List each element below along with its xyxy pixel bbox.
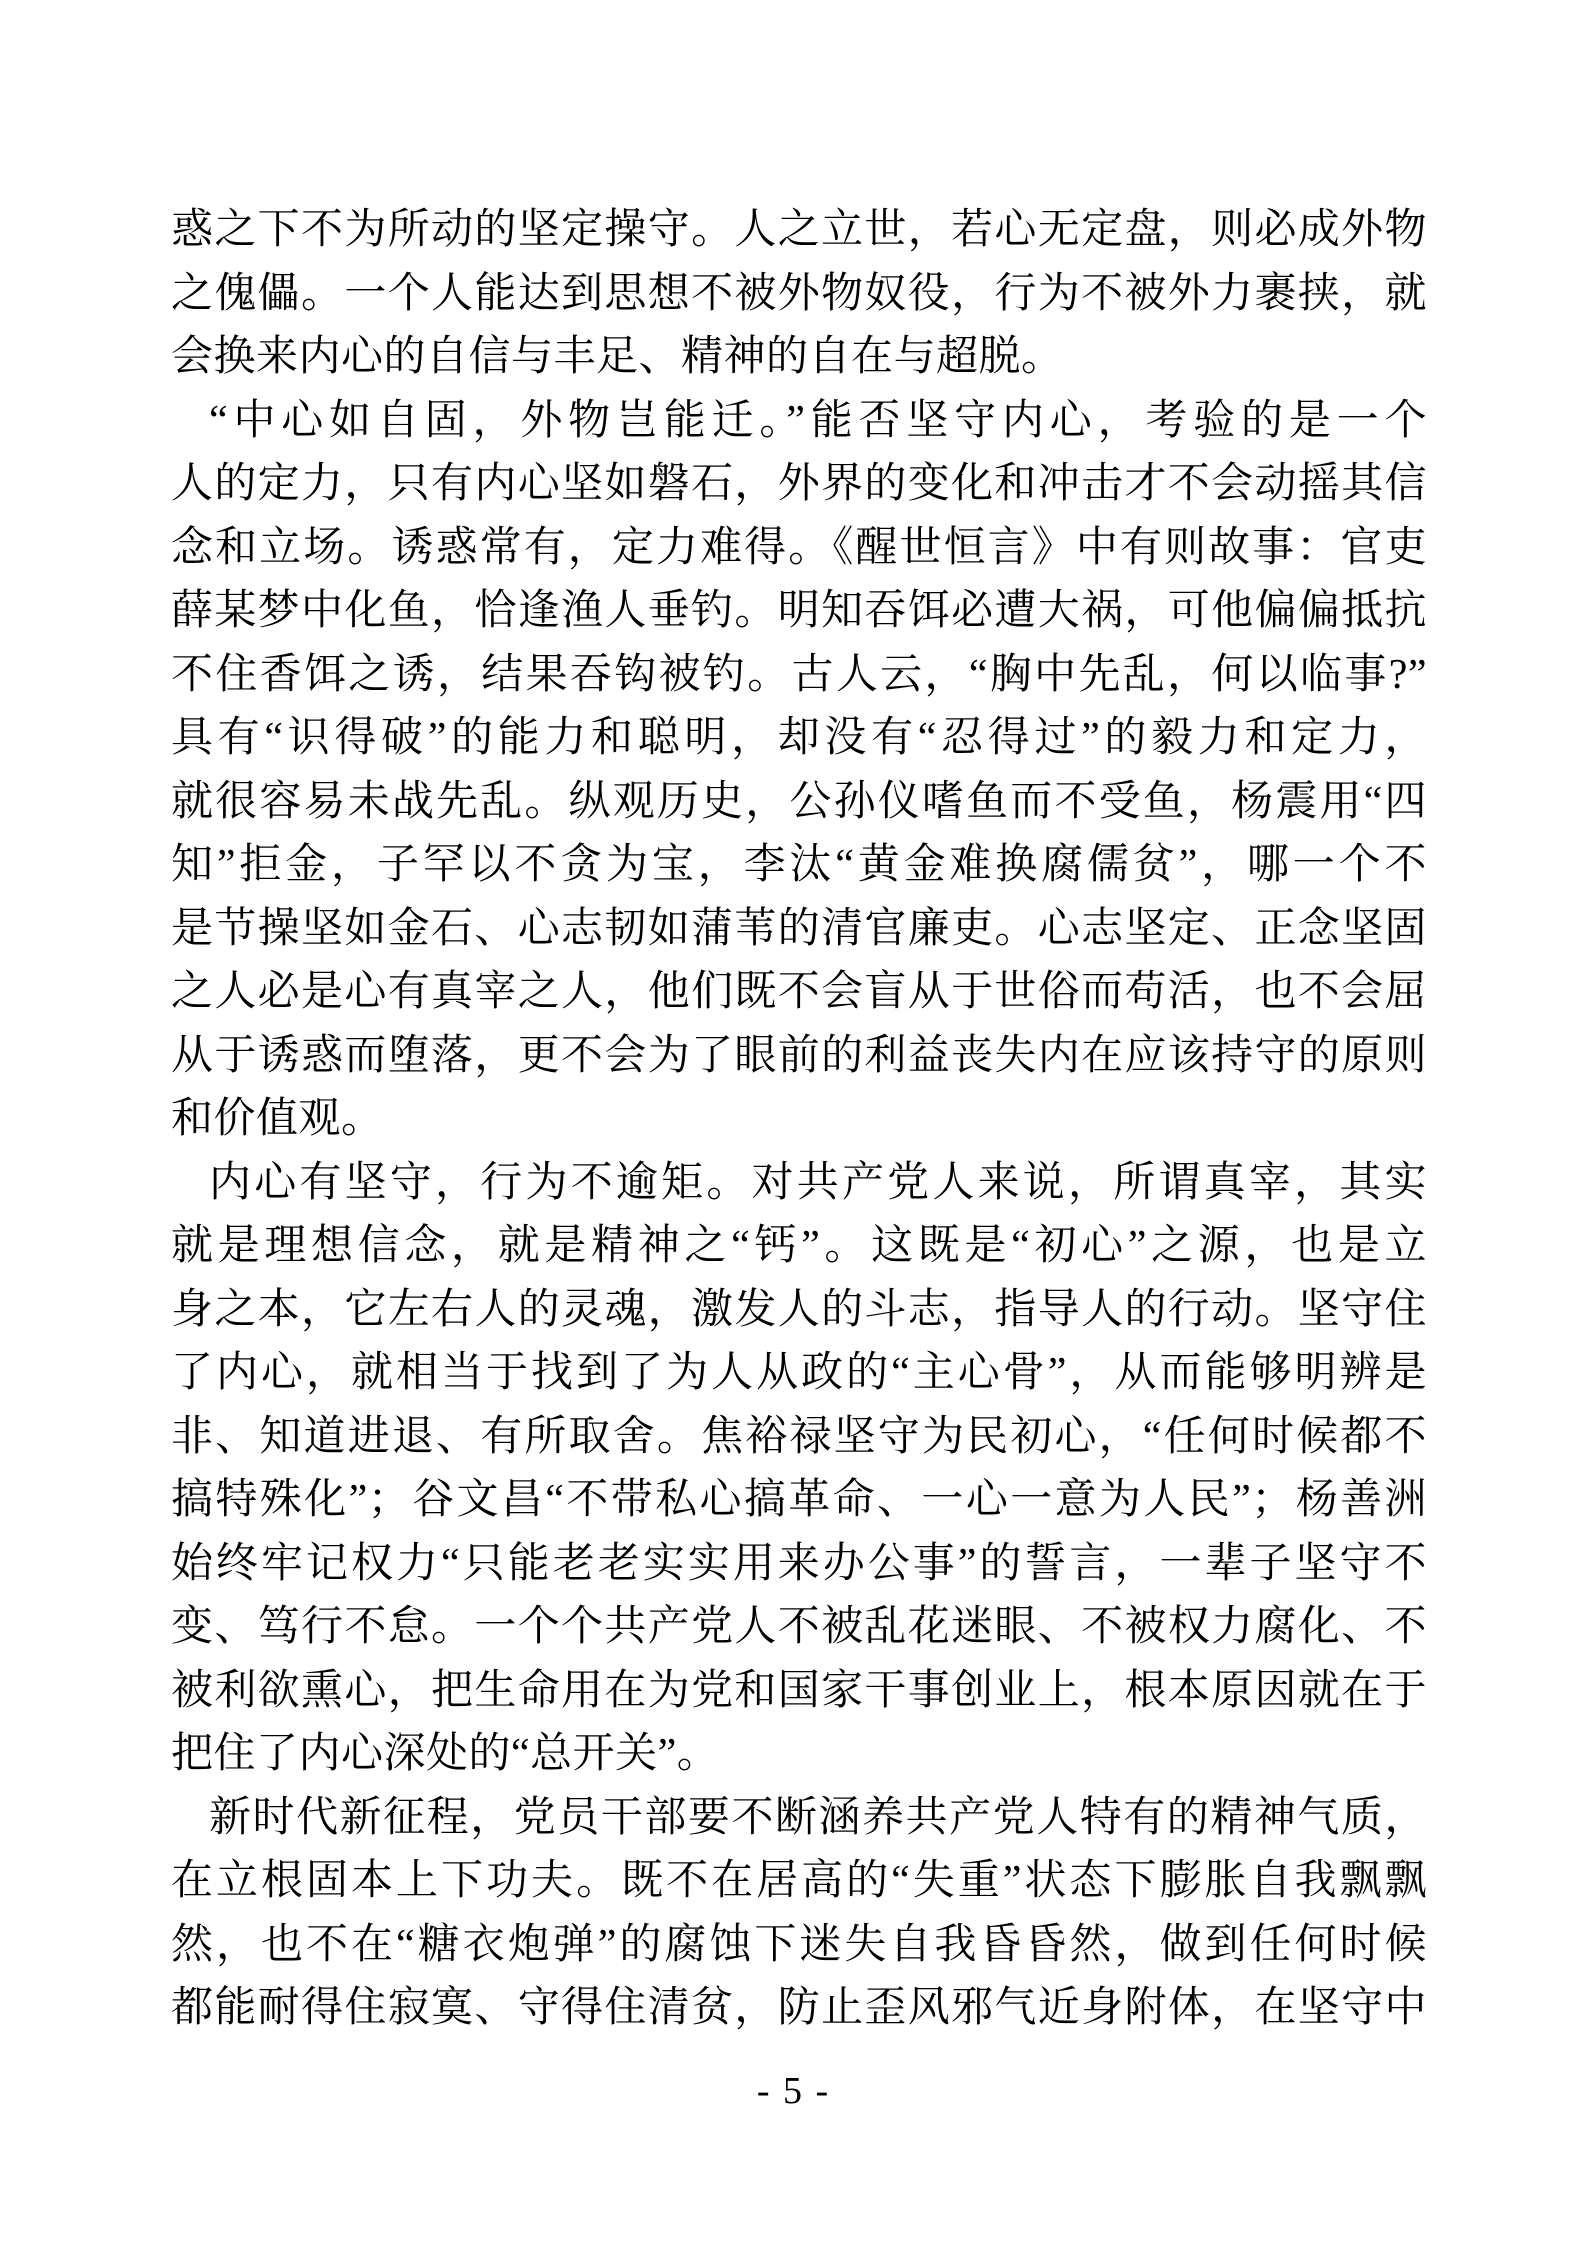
text-line: 都能耐得住寂寞、守得住清贫，防止歪风邪气近身附体，在坚守中 [171, 1985, 1427, 2031]
text-line: 从于诱惑而堕落，更不会为了眼前的利益丧失内在应该持守的原则 [171, 1032, 1427, 1079]
text-line: 就很容易未战先乱。纵观历史，公孙仪嗜鱼而不受鱼，杨震用“四 [171, 778, 1427, 825]
text-line: 内心有坚守，行为不逾矩。对共产党人来说，所谓真宰，其实 [209, 1159, 1427, 1206]
text-line: 会换来内心的自信与丰足、精神的自在与超脱。 [171, 334, 1064, 380]
text-line: 人的定力，只有内心坚如磐石，外界的变化和冲击才不会动摇其信 [171, 461, 1427, 507]
text-line: 被利欲熏心，把生命用在为党和国家干事创业上，根本原因就在于 [171, 1667, 1427, 1714]
page-number: - 5 - [756, 2070, 831, 2112]
text-line: 搞特殊化”；谷文昌“不带私心搞革命、一心一意为人民”；杨善洲 [171, 1477, 1427, 1523]
text-line: 具有“识得破”的能力和聪明，却没有“忍得过”的毅力和定力， [171, 715, 1427, 761]
text-block [171, 199, 1427, 2041]
text-line: 是节操坚如金石、心志韧如蒲苇的清官廉吏。心志坚定、正念坚固 [171, 905, 1427, 952]
text-line: 就是理想信念，就是精神之“钙”。这既是“初心”之源，也是立 [171, 1223, 1427, 1269]
text-line: 知”拒金，子罕以不贪为宝，李汰“黄金难换腐儒贫”，哪一个不 [171, 842, 1427, 888]
text-line: 非、知道进退、有所取舍。焦裕禄坚守为民初心，“任何时候都不 [171, 1413, 1427, 1460]
text-line: 之人必是心有真宰之人，他们既不会盲从于世俗而苟活，也不会屈 [171, 969, 1427, 1015]
text-line: 新时代新征程，党员干部要不断涵养共产党人特有的精神气质， [209, 1794, 1427, 1841]
text-line: 之傀儡。一个人能达到思想不被外物奴役，行为不被外力裹挟，就 [171, 270, 1427, 317]
text-line: 把住了内心深处的“总开关”。 [171, 1731, 720, 1777]
text-line: 薛某梦中化鱼，恰逢渔人垂钓。明知吞饵必遭大祸，可他偏偏抵抗 [171, 588, 1427, 634]
text-line: 不住香饵之诱，结果吞钩被钓。古人云，“胸中先乱，何以临事?” [171, 651, 1427, 698]
text-line: 始终牢记权力“只能老老实实用来办公事”的誓言，一辈子坚守不 [171, 1540, 1427, 1587]
text-line: 身之本，它左右人的灵魂，激发人的斗志，指导人的行动。坚守住 [171, 1286, 1427, 1333]
text-line: 变、笃行不怠。一个个共产党人不被乱花迷眼、不被权力腐化、不 [171, 1604, 1427, 1650]
text-line: 念和立场。诱惑常有，定力难得。《醒世恒言》中有则故事：官吏 [171, 524, 1427, 571]
text-line: 惑之下不为所动的坚定操守。人之立世，若心无定盘，则必成外物 [171, 207, 1427, 253]
text-line: “中心如自固，外物岂能迁。”能否坚守内心，考验的是一个 [209, 397, 1427, 444]
text-line: 了内心，就相当于找到了为人从政的“主心骨”，从而能够明辨是 [171, 1350, 1427, 1396]
text-line: 然，也不在“糖衣炮弹”的腐蚀下迷失自我昏昏然，做到任何时候 [171, 1921, 1427, 1968]
text-line: 在立根固本上下功夫。既不在居高的“失重”状态下膨胀自我飘飘 [171, 1858, 1427, 1904]
text-line: 和价值观。 [171, 1096, 384, 1142]
